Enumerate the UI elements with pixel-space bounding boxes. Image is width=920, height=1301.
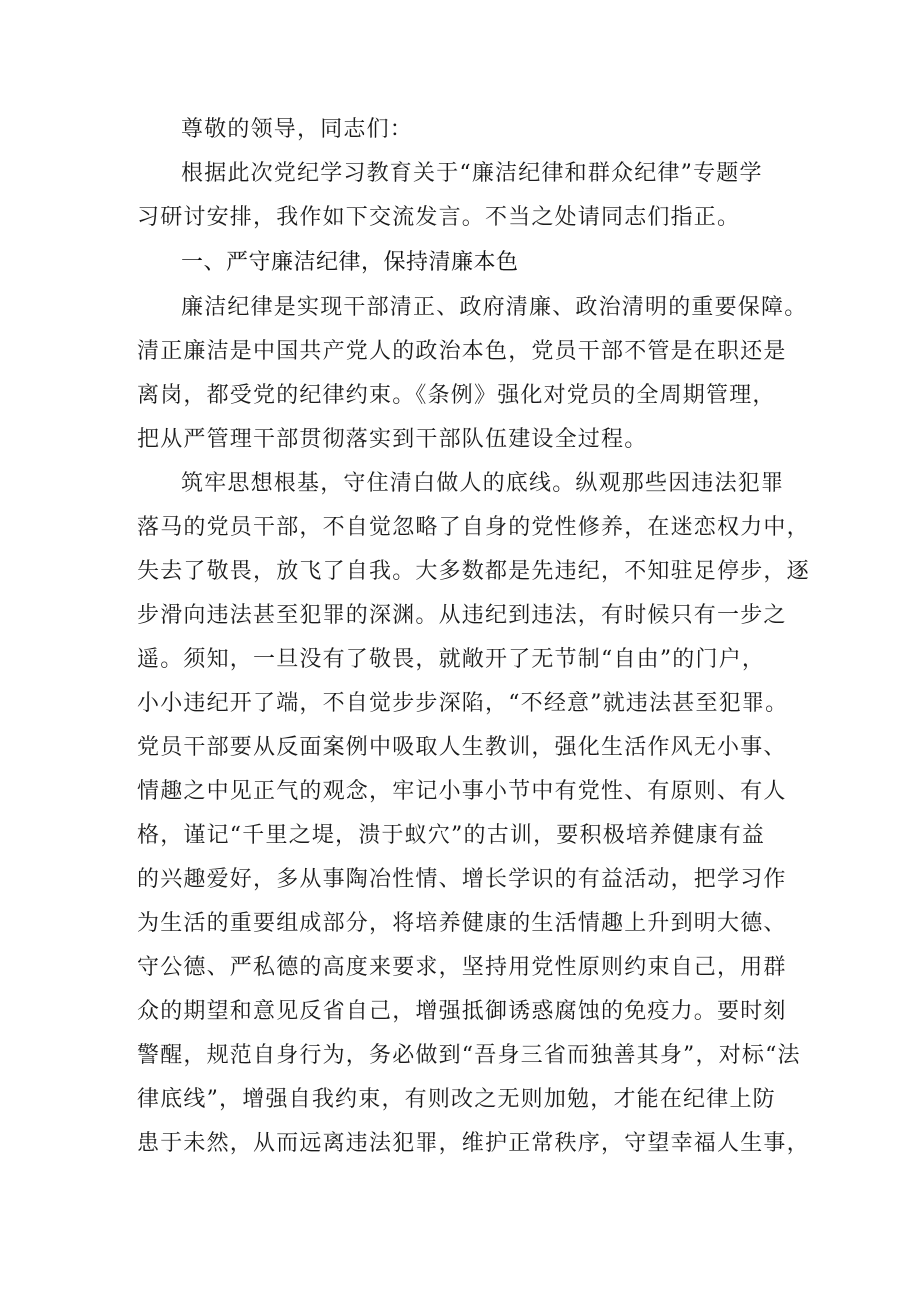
paragraph2-line: 格，谨记“千里之堤，溃于蚁穴”的古训，要积极培养健康有益: [137, 823, 766, 848]
paragraph2-line: 小小违纪开了端，不自觉步步深陷，“不经意”就违法甚至犯罪。: [137, 691, 789, 716]
paragraph2-line: 筑牢思想根基，守住清白做人的底线。纵观那些因违法犯罪: [181, 471, 785, 496]
paragraph2-line: 众的期望和意见反省自己，增强抵御诱惑腐蚀的免疫力。要时刻: [137, 999, 787, 1024]
paragraph1-line: 廉洁纪律是实现干部清正、政府清廉、政治清明的重要保障。: [181, 295, 808, 320]
paragraph2-line: 遥。须知，一旦没有了敬畏，就敞开了无节制“自由”的门户，: [137, 647, 766, 672]
paragraph2-line: 步滑向违法甚至犯罪的深渊。从违纪到违法，有时候只有一步之: [137, 603, 787, 628]
paragraph1-line: 离岗，都受党的纪律约束。《条例》强化对党员的全周期管理，: [137, 383, 776, 408]
section-heading: 一、严守廉洁纪律，保持清廉本色: [181, 250, 519, 275]
intro-line-1: 根据此次党纪学习教育关于“廉洁纪律和群众纪律”专题学: [181, 161, 763, 186]
paragraph2-line: 律底线”，增强自我约束，有则改之无则加勉，才能在纪律上防: [137, 1087, 776, 1112]
paragraph2-line: 情趣之中见正气的观念，牢记小事小节中有党性、有原则、有人: [137, 779, 787, 804]
paragraph2-line: 患于未然，从而远离违法犯罪，维护正常秩序，守望幸福人生事，: [137, 1131, 810, 1156]
paragraph1-line: 把从严管理干部贯彻落实到干部队伍建设全过程。: [137, 427, 648, 452]
paragraph2-line: 失去了敬畏，放飞了自我。大多数都是先违纪，不知驻足停步，逐: [137, 559, 810, 584]
paragraph2-line: 的兴趣爱好，多从事陶冶性情、增长学识的有益活动，把学习作: [137, 867, 787, 892]
paragraph2-line: 为生活的重要组成部分，将培养健康的生活情趣上升到明大德、: [137, 911, 787, 936]
paragraph2-line: 守公德、严私德的高度来要求，坚持用党性原则约束自己，用群: [137, 955, 787, 980]
paragraph1-line: 清正廉洁是中国共产党人的政治本色，党员干部不管是在职还是: [137, 339, 787, 364]
paragraph2-line: 党员干部要从反面案例中吸取人生教训，强化生活作风无小事、: [137, 735, 787, 760]
intro-line-2: 习研讨安排，我作如下交流发言。不当之处请同志们指正。: [137, 205, 741, 230]
salutation: 尊敬的领导，同志们：: [181, 117, 414, 142]
paragraph2-line: 落马的党员干部，不自觉忽略了自身的党性修养，在迷恋权力中，: [137, 515, 810, 540]
paragraph2-line: 警醒，规范自身行为，务必做到“吾身三省而独善其身”，对标“法: [137, 1043, 801, 1068]
